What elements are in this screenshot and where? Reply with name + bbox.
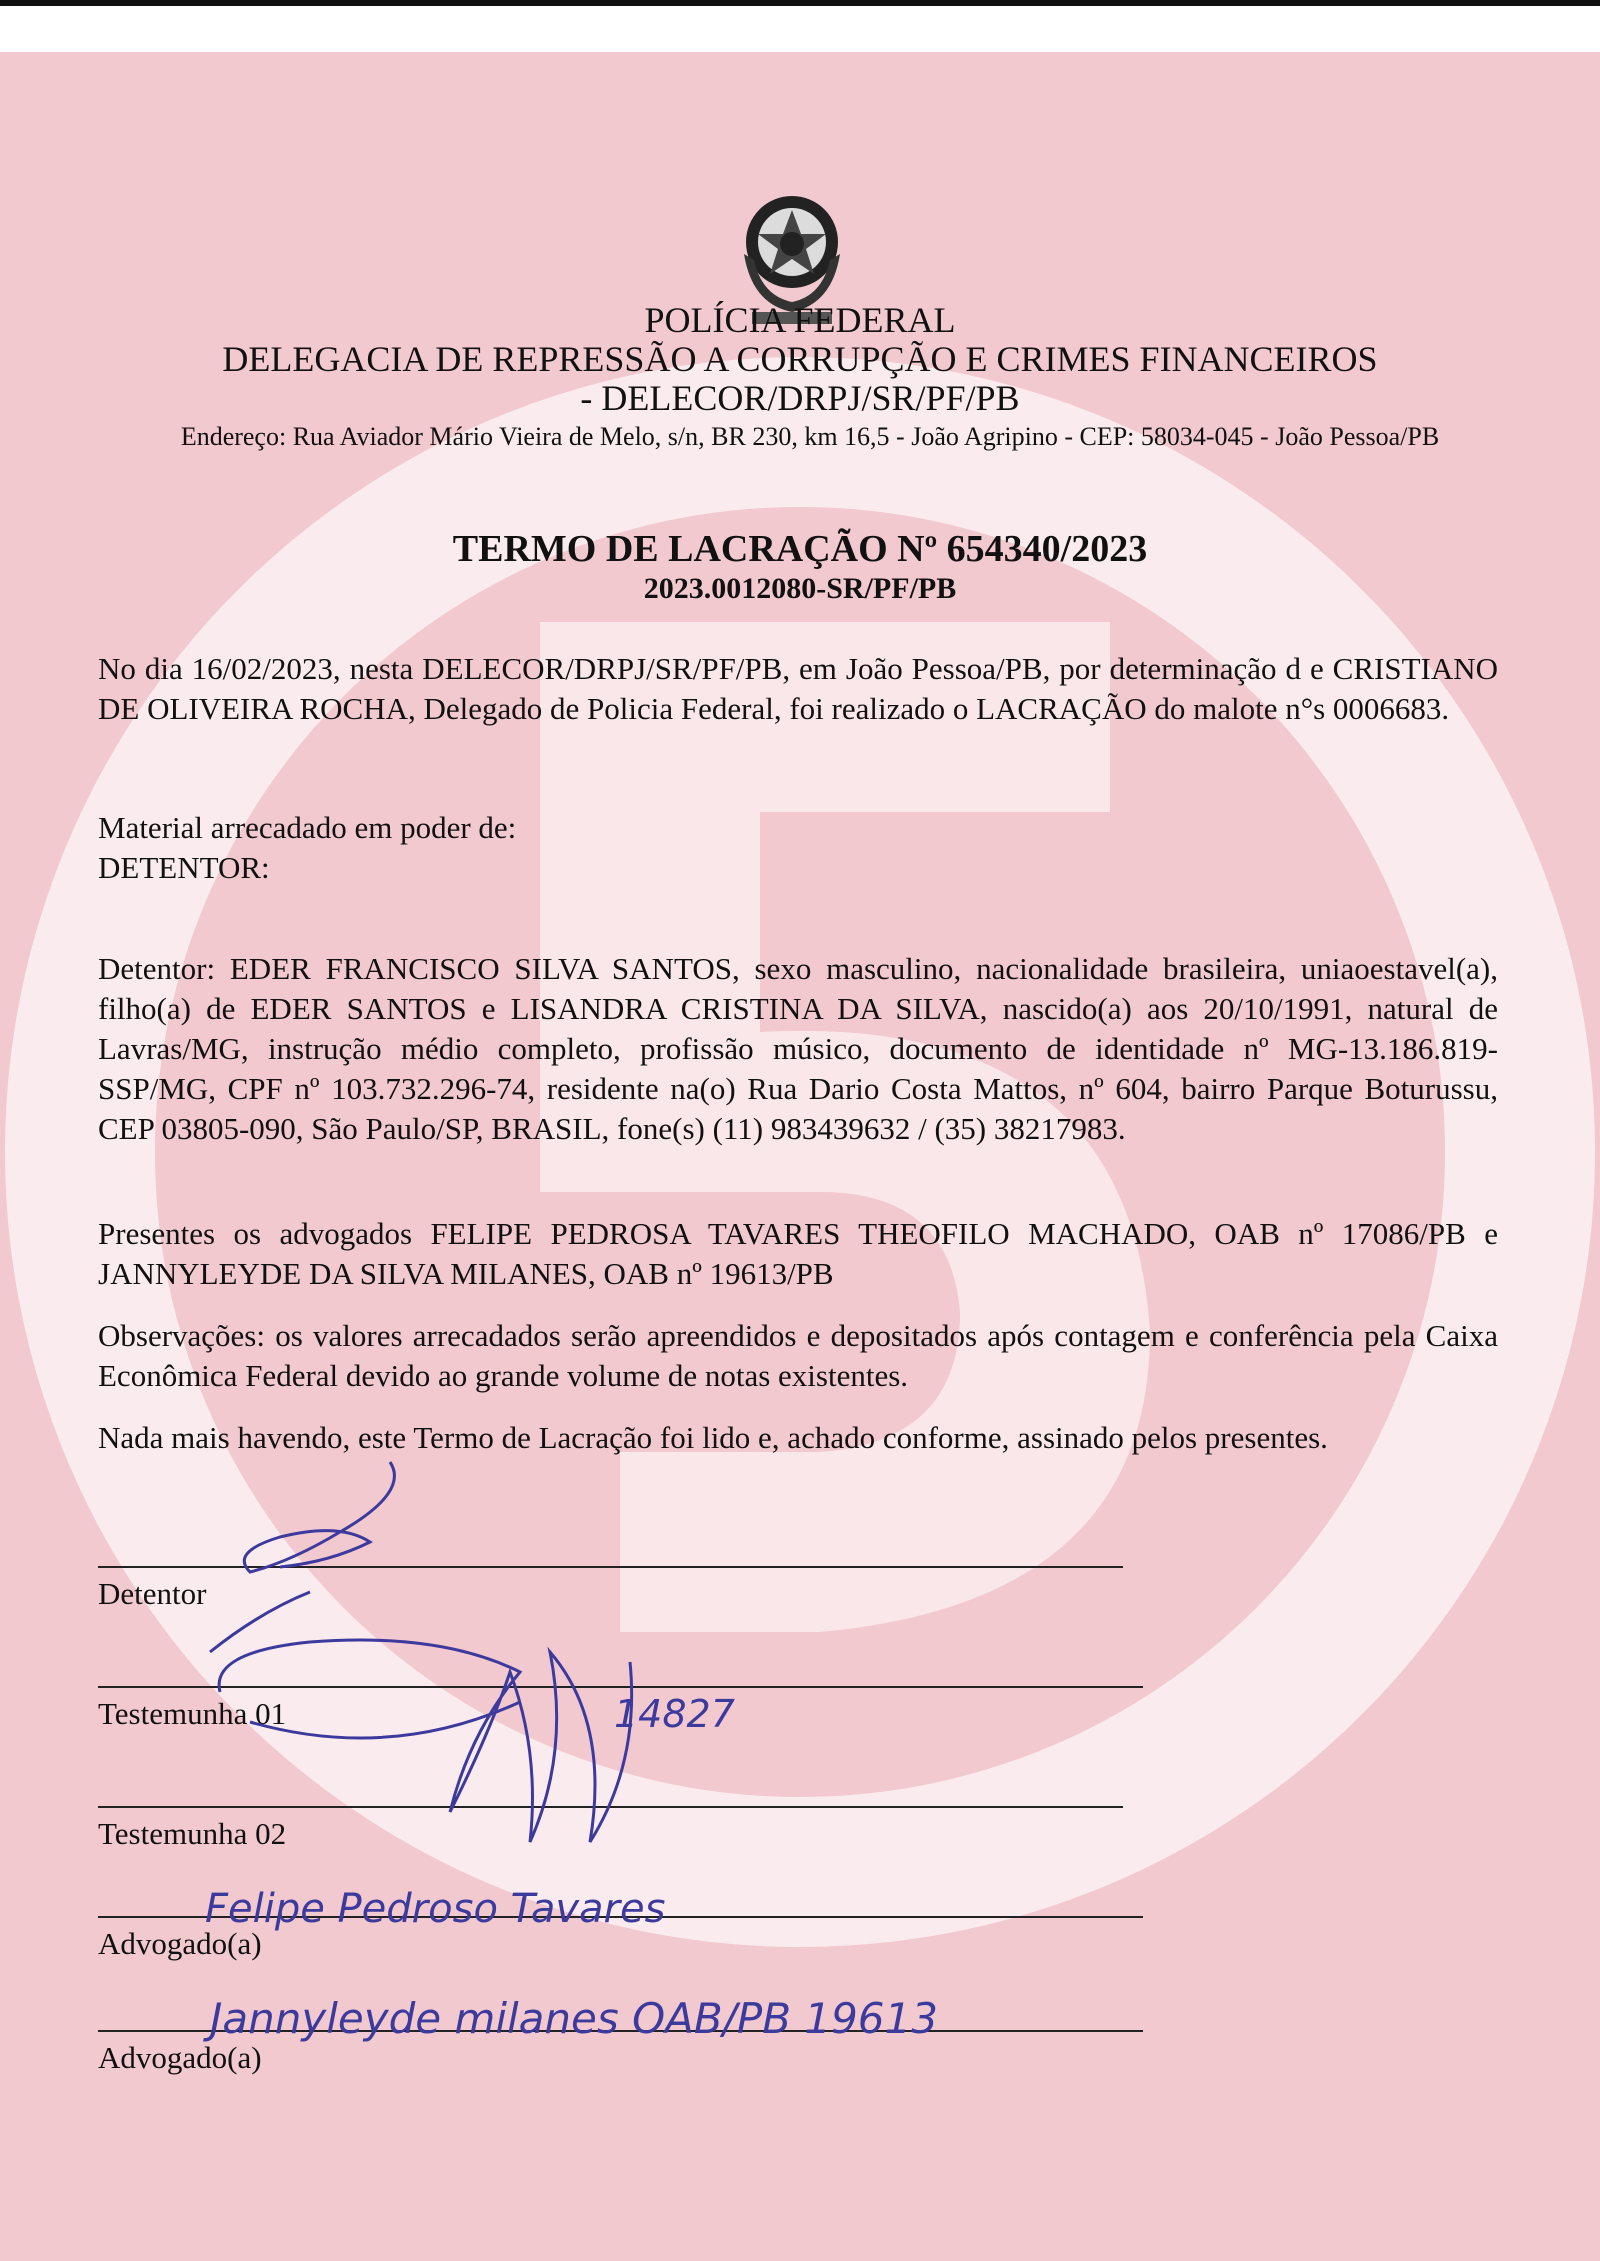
- document-sheet: [0, 52, 1600, 2261]
- lawyer-1-signature: Felipe Pedroso Tavares: [205, 1886, 666, 1932]
- observations-paragraph: Observações: os valores arrecadados serão apreendidos e depositados após contagem e conferência pela Caixa Econômica Federal devido ao grande volume de notas existentes.: [98, 1318, 1498, 1393]
- department-code: - DELECOR/DRPJ/SR/PF/PB: [580, 378, 1020, 418]
- department-name: DELEGACIA DE REPRESSÃO A CORRUPÇÃO E CRIMES FINANCEIROS: [222, 339, 1378, 379]
- address: Endereço: Rua Aviador Mário Vieira de Melo, s/n, BR 230, km 16,5 - João Agripino - CEP: 58034-045 - João Pessoa/PB: [180, 422, 1440, 451]
- signature-label-holder: Detentor: [98, 1576, 207, 1611]
- material-line: Material arrecadado em poder de:: [98, 810, 517, 845]
- holder-details: Detentor: EDER FRANCISCO SILVA SANTOS, sexo masculino, nacionalidade brasileira, uniaoestavel(a), filho(a) de EDER SANTOS e LISANDRA CRISTINA DA SILVA, nascido(a) aos 20/10/1991, natural de Lavras/MG, instrução médio completo, profissão músico, documento de identidade nº MG-13.186.819-SSP/MG, CPF nº 103.732.296-74, residente na(o) Rua Dario Costa Mattos, nº 604, bairro Parque Boturussu, CEP 03805-090, São Paulo/SP, BRASIL, fone(s) (11) 983439632 / (35) 38217983.: [98, 951, 1498, 1146]
- witness-signature: [190, 1612, 750, 1872]
- lawyers-paragraph: Presentes os advogados FELIPE PEDROSA TAVARES THEOFILO MACHADO, OAB nº 17086/PB e JANNYLEYDE DA SILVA MILANES, OAB nº 19613/PB: [98, 1216, 1498, 1291]
- intro-paragraph: No dia 16/02/2023, nesta DELECOR/DRPJ/SR/PF/PB, em João Pessoa/PB, por determinação d e CRISTIANO DE OLIVEIRA ROCHA, Delegado de Policia Federal, foi realizado o LACRAÇÃO do malote n°s 0006683.: [98, 651, 1498, 726]
- signature-label-witness-2: Testemunha 02: [98, 1816, 287, 1851]
- signature-label-witness-1: Testemunha 01: [98, 1696, 287, 1731]
- process-number: 2023.0012080-SR/PF/PB: [643, 572, 957, 605]
- material-label: [98, 808, 1498, 888]
- witness-signature-number: 14827: [614, 1692, 735, 1736]
- agency-name: POLÍCIA FEDERAL: [644, 300, 956, 340]
- holder-label: DETENTOR:: [98, 850, 270, 885]
- signature-label-lawyer-1: Advogado(a): [98, 1926, 262, 1961]
- closing-paragraph: Nada mais havendo, este Termo de Lacração foi lido e, achado conforme, assinado pelos presentes.: [98, 1420, 1328, 1455]
- signature-label-lawyer-2: Advogado(a): [98, 2040, 262, 2075]
- lawyer-2-signature: Jannyleyde milanes OAB/PB 19613: [210, 1994, 938, 2043]
- document-title: TERMO DE LACRAÇÃO Nº 654340/2023: [452, 528, 1148, 570]
- page-top-edge: [0, 0, 1600, 6]
